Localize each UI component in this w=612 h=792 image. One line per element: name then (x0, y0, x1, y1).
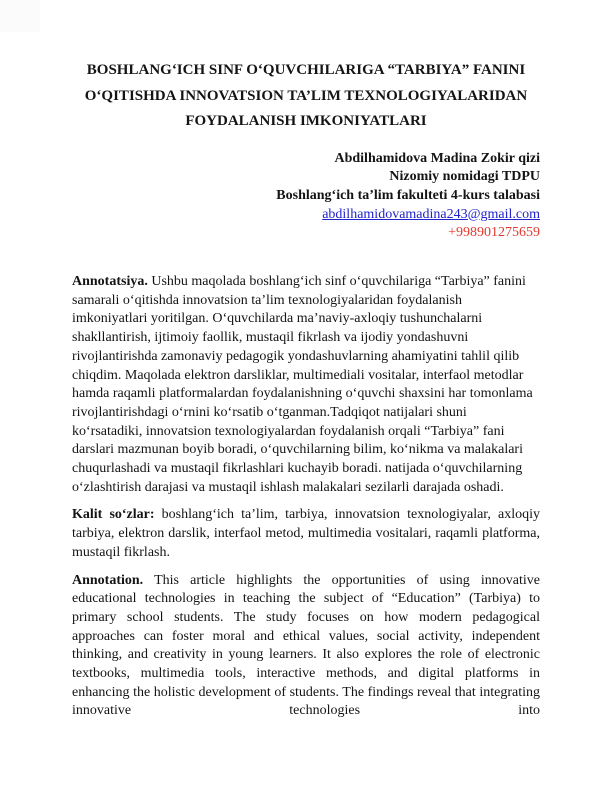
keywords-paragraph (72, 506, 540, 562)
keywords-text: boshlang‘ich ta’lim, tarbiya, innovatsion texnologiyalar, axloqiy tarbiya, elektron darslik, interfaol metod, multimedia vositalari, raqamli platforma, mustaqil fikrlash. (72, 507, 541, 560)
corner-smudge (0, 0, 40, 32)
paper-title-line-1: BOSHLANG‘ICH SINF O‘QUVCHILARIGA “TARBIYA” FANINI (86, 62, 526, 78)
author-name: Abdilhamidova Madina Zokir qizi (334, 150, 540, 166)
paper-title-line-2: O‘QITISHDA INNOVATSION TA’LIM TEXNOLOGIYALARIDAN (84, 87, 528, 104)
author-affiliation: Nizomiy nomidagi TDPU (389, 169, 540, 185)
abstract-en-text: This article highlights the opportunities of using innovative educational technologies in teaching the subject of “Education” (Tarbiya) to primary school students. The study focuses on how modern pedagogical approaches can foster moral and ethical values, social activity, independent thinking, and creativity in young learners. It also explores the role of electronic textbooks, multimedia tools, interactive methods, and digital platforms in enhancing the holistic development of students. The findings reveal that integrating innovative technologies into (72, 572, 541, 719)
author-email-line (72, 206, 540, 225)
author-block (72, 150, 540, 244)
abstract-en-label: Annotation. (72, 572, 144, 588)
phone-number: +998901275659 (448, 225, 540, 241)
email-link[interactable]: abdilhamidovamadina243@gmail.com (322, 206, 540, 222)
abstract-uz-paragraph (72, 273, 540, 497)
abstract-en-paragraph (72, 572, 540, 722)
abstract-uz-text: Ushbu maqolada boshlang‘ich sinf o‘quvchilariga “Tarbiya” fanini samarali o‘qitishda innovatsion ta’lim texnologiyalaridan foydalanish imkoniyatlari yoritilgan. O‘quvchilarda ma’naviy-axloqiy tushunchalarni shakllantirish, ijtimoiy faollik, mustaqil fikrlash va ijodiy yondashuvni rivojlantirishda zamonaviy pedagogik yondashuvlarning ahamiyatini tahlil qilib chiqdim. Maqolada elektron darsliklar, multimediali vositalar, interfaol metodlar hamda raqamli platformalardan foydalanishning o‘quvchi shaxsini har tomonlama rivojlantirishdagi o‘rnini ko‘rsatib o‘tganman.Tadqiqot natijalari shuni ko‘rsatadiki, innovatsion texnologiyalardan foydalanish orqali “Tarbiya” fani darslari mazmunan boyib boradi, o‘quvchilarning bilim, ko‘nikma va malakalari chuqurlashadi va mustaqil fikrlashlari kuchayib boradi. natijada o‘quvchilarning o‘zlashtirish darajasi va mustaqil ishlash malakalari sezilarli darajada oshadi. (72, 274, 533, 495)
author-position: Boshlang‘ich ta’lim fakulteti 4-kurs talabasi (276, 187, 540, 203)
keywords-label: Kalit so‘zlar: (72, 507, 155, 523)
paper-title (72, 58, 540, 135)
paper-title-line-3: FOYDALANISH IMKONIYATLARI (185, 113, 427, 129)
abstract-uz-label: Annotatsiya. (72, 274, 148, 290)
